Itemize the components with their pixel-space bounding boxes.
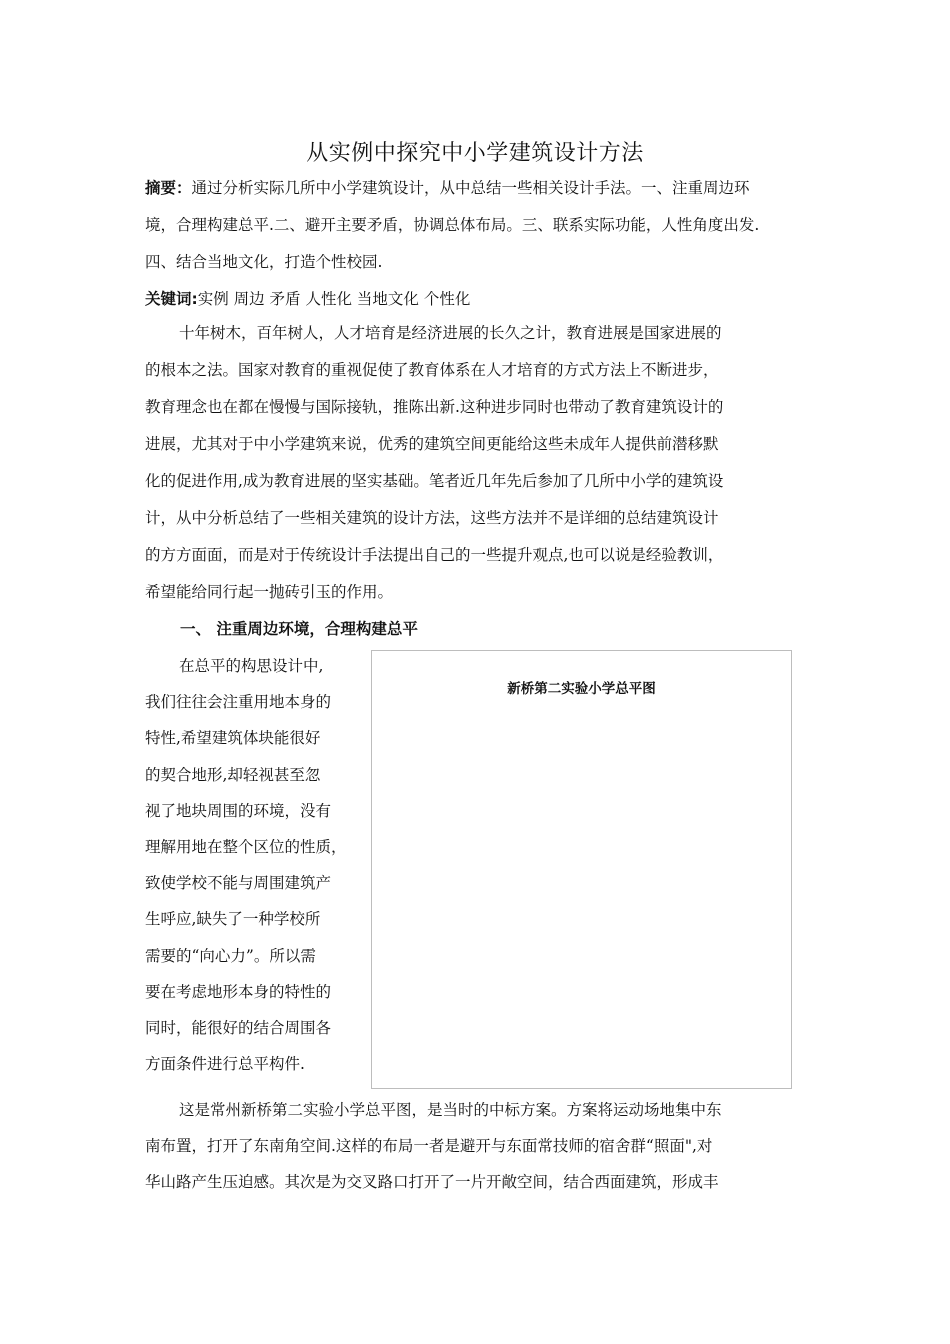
keywords-section bbox=[145, 281, 815, 318]
paragraph-line: 教育理念也在都在慢慢与国际接轨，推陈出新.这种进步同时也带动了教育建筑设计的 bbox=[145, 398, 724, 416]
site-plan-figure bbox=[371, 650, 792, 1089]
paragraph-line: 的方方面面，而是对于传统设计手法提出自己的一些提升观点,也可以说是经验教训， bbox=[145, 546, 724, 564]
abstract-section bbox=[145, 170, 815, 281]
paragraph-line: 生呼应,缺失了一种学校所 bbox=[145, 910, 321, 929]
page-title: 从实例中探究中小学建筑设计方法 bbox=[306, 141, 644, 166]
side-paragraph bbox=[145, 648, 370, 1082]
paragraph-line: 华山路产生压迫感。其次是为交叉路口打开了一片开敞空间，结合西面建筑，形成丰 bbox=[145, 1173, 719, 1191]
intro-paragraph bbox=[145, 315, 815, 611]
paragraph-line: 理解用地在整个区位的性质， bbox=[145, 837, 347, 856]
keywords-line bbox=[145, 281, 815, 318]
paragraph-line: 南布置，打开了东南角空间.这样的布局一者是避开与东面常技师的宿舍群“照面",对 bbox=[145, 1137, 713, 1155]
paragraph-line: 同时，能很好的结合周围各 bbox=[145, 1018, 332, 1037]
abstract-line: 境，合理构建总平.二、避开主要矛盾，协调总体布局。三、联系实际功能，人性角度出发. bbox=[145, 216, 760, 234]
section-heading: 一、 注重周边环境，合理构建总平 bbox=[180, 620, 418, 638]
paragraph-line: 化的促进作用,成为教育进展的坚实基础。笔者近几年先后参加了几所中小学的建筑设 bbox=[145, 472, 724, 490]
paragraph-line: 的契合地形,却轻视甚至忽 bbox=[145, 765, 321, 784]
paragraph-line: 的根本之法。国家对教育的重视促使了教育体系在人才培育的方式方法上不断进步， bbox=[145, 361, 719, 379]
paragraph-line: 在总平的构思设计中, bbox=[179, 657, 324, 675]
keywords-label: 关键词: bbox=[145, 290, 198, 308]
paragraph-line: 这是常州新桥第二实验小学总平图，是当时的中标方案。方案将运动场地集中东 bbox=[179, 1101, 722, 1119]
paragraph-line: 要在考虑地形本身的特性的 bbox=[145, 982, 332, 1001]
abstract-text: 通过分析实际几所中小学建筑设计，从中总结一些相关设计手法。一、注重周边环 bbox=[191, 179, 750, 197]
paragraph-line: 特性,希望建筑体块能很好 bbox=[145, 729, 321, 748]
paragraph-line: 致使学校不能与周围建筑产 bbox=[145, 874, 332, 893]
paragraph-line: 需要的“向心力”。所以需 bbox=[145, 946, 316, 965]
paragraph-line: 希望能给同行起一抛砖引玉的作用。 bbox=[145, 583, 394, 601]
figure-caption: 新桥第二实验小学总平图 bbox=[507, 681, 656, 697]
paragraph-line: 方面条件进行总平构件. bbox=[145, 1055, 305, 1074]
keywords-text: 实例 周边 矛盾 人性化 当地文化 个性化 bbox=[197, 290, 471, 308]
paragraph-line: 我们往往会注重用地本身的 bbox=[145, 693, 332, 712]
paragraph-line: 视了地块周围的环境，没有 bbox=[145, 801, 332, 820]
abstract-line bbox=[145, 170, 815, 207]
paragraph-line: 进展，尤其对于中小学建筑来说，优秀的建筑空间更能给这些未成年人提供前潜移默 bbox=[145, 435, 719, 453]
paragraph-line: 十年树木，百年树人，人才培育是经济进展的长久之计，教育进展是国家进展的 bbox=[179, 324, 722, 342]
paragraph-line: 计，从中分析总结了一些相关建筑的设计方法，这些方法并不是详细的总结建筑设计 bbox=[145, 509, 719, 527]
abstract-label: 摘要： bbox=[145, 179, 192, 197]
body-paragraph bbox=[145, 1092, 815, 1200]
abstract-line: 四、结合当地文化，打造个性校园. bbox=[145, 253, 383, 271]
